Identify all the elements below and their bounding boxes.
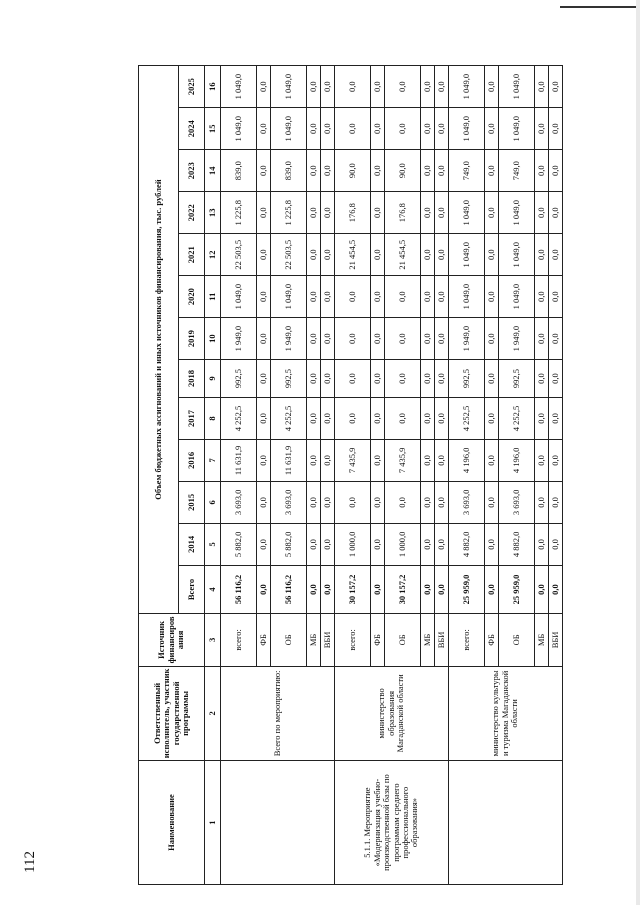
year-value: 992,5: [499, 360, 535, 398]
year-value: 21 454,5: [385, 234, 421, 276]
year-value: 1 949,0: [271, 318, 307, 360]
year-value: 0,0: [385, 276, 421, 318]
year-value: 1 949,0: [499, 318, 535, 360]
year-value: 0,0: [549, 318, 563, 360]
year-value: 0,0: [549, 439, 563, 481]
year-value: 0,0: [257, 397, 271, 439]
year-value: 90,0: [335, 150, 371, 192]
header-volume: Объем бюджетных ассигнований и иных источников финансирования, тыс. рублей: [139, 66, 179, 614]
year-value: 3 693,0: [271, 481, 307, 523]
year-value: 0,0: [435, 192, 449, 234]
year-value: 4 196,0: [449, 439, 485, 481]
year-value: 4 882,0: [499, 523, 535, 565]
year-value: 1 000,0: [335, 523, 371, 565]
year-value: 0,0: [335, 360, 371, 398]
year-value: 0,0: [421, 360, 435, 398]
page-number: 112: [22, 851, 38, 873]
funding-source: ОБ: [271, 614, 307, 666]
column-number-row: [205, 66, 221, 885]
header-column-number: 5: [205, 523, 221, 565]
year-value: 5 882,0: [271, 523, 307, 565]
year-value: 0,0: [321, 439, 335, 481]
year-value: 0,0: [371, 192, 385, 234]
year-value: 0,0: [549, 150, 563, 192]
year-value: 1 049,0: [499, 234, 535, 276]
year-value: 0,0: [321, 108, 335, 150]
header-year: 2020: [179, 276, 205, 318]
year-value: 0,0: [485, 108, 499, 150]
year-value: 3 693,0: [449, 481, 485, 523]
year-value: 0,0: [321, 360, 335, 398]
header-column-number: 10: [205, 318, 221, 360]
year-value: 1 049,0: [449, 192, 485, 234]
year-value: 0,0: [257, 523, 271, 565]
total-value: 0,0: [321, 565, 335, 613]
year-value: 0,0: [321, 150, 335, 192]
year-value: 4 196,0: [499, 439, 535, 481]
year-value: 1 049,0: [271, 108, 307, 150]
year-value: 0,0: [535, 523, 549, 565]
year-value: 0,0: [371, 234, 385, 276]
header-column-number: 3: [205, 614, 221, 666]
year-value: 4 252,5: [449, 397, 485, 439]
year-value: 1 000,0: [385, 523, 421, 565]
year-value: 0,0: [321, 481, 335, 523]
year-value: 5 882,0: [221, 523, 257, 565]
year-value: 0,0: [435, 276, 449, 318]
year-value: 22 503,5: [221, 234, 257, 276]
funding-source: всего:: [221, 614, 257, 666]
year-value: 1 049,0: [499, 66, 535, 108]
activity-name: 5.1.1. Мероприятие «Модернизация учебно-производственной базы по программам среднего профессионального образования»: [335, 761, 449, 885]
year-value: 0,0: [335, 276, 371, 318]
header-year: 2019: [179, 318, 205, 360]
year-value: 0,0: [321, 66, 335, 108]
year-value: 3 693,0: [221, 481, 257, 523]
year-value: 0,0: [307, 108, 321, 150]
year-value: 11 631,9: [221, 439, 257, 481]
year-value: 0,0: [549, 523, 563, 565]
funding-source: ФБ: [257, 614, 271, 666]
year-value: 0,0: [335, 318, 371, 360]
total-value: 0,0: [257, 565, 271, 613]
total-value: 0,0: [535, 565, 549, 613]
year-value: 4 252,5: [271, 397, 307, 439]
year-value: 0,0: [257, 481, 271, 523]
year-value: 0,0: [421, 523, 435, 565]
year-value: 0,0: [485, 439, 499, 481]
year-value: 0,0: [549, 66, 563, 108]
total-value: 0,0: [485, 565, 499, 613]
year-value: 0,0: [421, 397, 435, 439]
year-value: 7 435,9: [335, 439, 371, 481]
year-value: 0,0: [421, 439, 435, 481]
year-value: 0,0: [385, 108, 421, 150]
year-value: 1 049,0: [499, 276, 535, 318]
year-value: 0,0: [485, 318, 499, 360]
year-value: 0,0: [435, 439, 449, 481]
year-value: 176,8: [335, 192, 371, 234]
header-column-number: 9: [205, 360, 221, 398]
total-value: 30 157,2: [335, 565, 371, 613]
funding-source: МБ: [421, 614, 435, 666]
year-value: 1 049,0: [499, 108, 535, 150]
year-value: 21 454,5: [335, 234, 371, 276]
year-value: 0,0: [385, 318, 421, 360]
year-value: 0,0: [335, 397, 371, 439]
year-value: 0,0: [307, 360, 321, 398]
year-value: 0,0: [385, 66, 421, 108]
year-value: 0,0: [371, 276, 385, 318]
funding-source: ОБ: [499, 614, 535, 666]
year-value: 0,0: [257, 360, 271, 398]
year-value: 0,0: [435, 360, 449, 398]
header-year: 2024: [179, 108, 205, 150]
year-value: 0,0: [371, 66, 385, 108]
year-value: 0,0: [485, 481, 499, 523]
year-value: 0,0: [535, 360, 549, 398]
year-value: 1 049,0: [271, 66, 307, 108]
header-column-number: 13: [205, 192, 221, 234]
year-value: 0,0: [421, 66, 435, 108]
year-value: 0,0: [435, 150, 449, 192]
year-value: 0,0: [549, 234, 563, 276]
year-value: 0,0: [307, 192, 321, 234]
year-value: 0,0: [485, 192, 499, 234]
year-value: 0,0: [549, 192, 563, 234]
year-value: 0,0: [549, 397, 563, 439]
year-value: 0,0: [371, 150, 385, 192]
year-value: 1 225,8: [221, 192, 257, 234]
year-value: 0,0: [535, 481, 549, 523]
year-value: 3 693,0: [499, 481, 535, 523]
year-value: 0,0: [257, 66, 271, 108]
year-value: 0,0: [257, 150, 271, 192]
header-column-number: 14: [205, 150, 221, 192]
header-column-number: 4: [205, 565, 221, 613]
year-value: 4 882,0: [449, 523, 485, 565]
header-column-number: 2: [205, 666, 221, 760]
total-value: 25 959,0: [499, 565, 535, 613]
year-value: 0,0: [485, 66, 499, 108]
header-year: 2022: [179, 192, 205, 234]
total-value: 0,0: [371, 565, 385, 613]
year-value: 1 049,0: [449, 66, 485, 108]
total-value: 56 116,2: [221, 565, 257, 613]
header-column-number: 15: [205, 108, 221, 150]
header-column-number: 12: [205, 234, 221, 276]
header-year: 2016: [179, 439, 205, 481]
year-value: 0,0: [307, 276, 321, 318]
year-value: 0,0: [371, 397, 385, 439]
year-value: 0,0: [549, 360, 563, 398]
year-value: 0,0: [535, 234, 549, 276]
year-value: 1 049,0: [271, 276, 307, 318]
year-value: 90,0: [385, 150, 421, 192]
year-value: 0,0: [371, 481, 385, 523]
year-value: 0,0: [421, 150, 435, 192]
year-value: 0,0: [385, 360, 421, 398]
year-value: 0,0: [307, 150, 321, 192]
total-value: 0,0: [307, 565, 321, 613]
funding-source: всего:: [335, 614, 371, 666]
year-value: 0,0: [257, 276, 271, 318]
funding-source: ФБ: [371, 614, 385, 666]
table-row: [449, 66, 485, 885]
year-value: 11 631,9: [271, 439, 307, 481]
funding-source: МБ: [307, 614, 321, 666]
year-value: 0,0: [535, 397, 549, 439]
year-value: 0,0: [385, 481, 421, 523]
total-value: 56 116,2: [271, 565, 307, 613]
year-value: 0,0: [307, 397, 321, 439]
header-year: 2025: [179, 66, 205, 108]
year-value: 839,0: [221, 150, 257, 192]
year-value: 0,0: [257, 318, 271, 360]
year-value: 0,0: [257, 192, 271, 234]
year-value: 0,0: [435, 234, 449, 276]
header-column-number: 1: [205, 761, 221, 885]
year-value: 0,0: [321, 192, 335, 234]
year-value: 749,0: [449, 150, 485, 192]
activity-name: [221, 761, 335, 885]
year-value: 1 049,0: [449, 108, 485, 150]
funding-source: МБ: [535, 614, 549, 666]
year-value: 4 252,5: [499, 397, 535, 439]
year-value: 0,0: [485, 150, 499, 192]
year-value: 0,0: [321, 397, 335, 439]
year-value: 0,0: [535, 150, 549, 192]
year-value: 839,0: [271, 150, 307, 192]
year-value: 1 049,0: [449, 234, 485, 276]
year-value: 7 435,9: [385, 439, 421, 481]
year-value: 0,0: [335, 481, 371, 523]
year-value: 0,0: [257, 439, 271, 481]
year-value: 0,0: [435, 523, 449, 565]
header-source: Источник финансирования: [139, 614, 205, 666]
year-value: 1 049,0: [449, 276, 485, 318]
year-value: 0,0: [371, 523, 385, 565]
total-value: 0,0: [421, 565, 435, 613]
executor-name: министерство культуры и туризма Магаданской области: [449, 666, 563, 760]
table-row: [221, 66, 257, 885]
year-value: 0,0: [549, 276, 563, 318]
header-column-number: 16: [205, 66, 221, 108]
year-value: 0,0: [485, 397, 499, 439]
rotated-content: [138, 65, 560, 885]
year-value: 0,0: [435, 481, 449, 523]
funding-source: ВБИ: [549, 614, 563, 666]
year-value: 0,0: [371, 439, 385, 481]
year-value: 4 252,5: [221, 397, 257, 439]
year-value: 0,0: [485, 276, 499, 318]
header-year: 2021: [179, 234, 205, 276]
header-year: 2023: [179, 150, 205, 192]
year-value: 0,0: [257, 234, 271, 276]
total-value: 0,0: [549, 565, 563, 613]
year-value: 992,5: [271, 360, 307, 398]
year-value: 0,0: [421, 192, 435, 234]
year-value: 0,0: [435, 318, 449, 360]
year-value: 0,0: [307, 234, 321, 276]
funding-source: всего:: [449, 614, 485, 666]
year-value: 0,0: [435, 108, 449, 150]
year-value: 0,0: [421, 481, 435, 523]
executor-name: Всего по мероприятию:: [221, 666, 335, 760]
header-column-number: 8: [205, 397, 221, 439]
year-value: 0,0: [421, 318, 435, 360]
year-value: 0,0: [421, 234, 435, 276]
year-value: 0,0: [535, 66, 549, 108]
header-name: Наименование: [139, 761, 205, 885]
year-value: 0,0: [421, 108, 435, 150]
year-value: 0,0: [307, 481, 321, 523]
year-value: 0,0: [307, 523, 321, 565]
header-year: 2017: [179, 397, 205, 439]
year-value: 0,0: [321, 276, 335, 318]
header-column-number: 6: [205, 481, 221, 523]
table-body: [221, 66, 563, 885]
year-value: 0,0: [335, 66, 371, 108]
year-value: 0,0: [435, 397, 449, 439]
year-value: 0,0: [257, 108, 271, 150]
header-column-number: 7: [205, 439, 221, 481]
year-value: 0,0: [307, 439, 321, 481]
total-value: 25 959,0: [449, 565, 485, 613]
year-value: 0,0: [421, 276, 435, 318]
funding-source: ОБ: [385, 614, 421, 666]
year-value: 0,0: [321, 318, 335, 360]
year-value: 0,0: [307, 66, 321, 108]
year-value: 0,0: [371, 108, 385, 150]
year-value: 0,0: [335, 108, 371, 150]
year-value: 0,0: [307, 318, 321, 360]
year-value: 1 049,0: [499, 192, 535, 234]
header-year: 2018: [179, 360, 205, 398]
table-row: [335, 66, 371, 885]
year-value: 0,0: [535, 276, 549, 318]
year-value: 1 049,0: [221, 108, 257, 150]
year-value: 749,0: [499, 150, 535, 192]
header-year: 2015: [179, 481, 205, 523]
year-value: 992,5: [449, 360, 485, 398]
total-value: 30 157,2: [385, 565, 421, 613]
year-value: 992,5: [221, 360, 257, 398]
year-value: 0,0: [485, 360, 499, 398]
year-value: 0,0: [385, 397, 421, 439]
year-value: 0,0: [485, 234, 499, 276]
financing-table: [138, 65, 563, 885]
year-value: 1 049,0: [221, 66, 257, 108]
year-value: 0,0: [485, 523, 499, 565]
year-value: 0,0: [371, 318, 385, 360]
total-value: 0,0: [435, 565, 449, 613]
funding-source: ВБИ: [435, 614, 449, 666]
year-value: 0,0: [321, 523, 335, 565]
year-value: 0,0: [321, 234, 335, 276]
year-value: 1 049,0: [221, 276, 257, 318]
year-value: 0,0: [549, 108, 563, 150]
funding-source: ФБ: [485, 614, 499, 666]
year-value: 0,0: [549, 481, 563, 523]
header-year: 2014: [179, 523, 205, 565]
year-value: 0,0: [535, 108, 549, 150]
year-value: 176,8: [385, 192, 421, 234]
activity-name: [449, 761, 563, 885]
year-value: 1 949,0: [221, 318, 257, 360]
year-value: 1 949,0: [449, 318, 485, 360]
year-value: 0,0: [535, 192, 549, 234]
year-value: 0,0: [535, 439, 549, 481]
header-year: Всего: [179, 565, 205, 613]
year-value: 22 503,5: [271, 234, 307, 276]
funding-source: ВБИ: [321, 614, 335, 666]
year-value: 0,0: [435, 66, 449, 108]
header-column-number: 11: [205, 276, 221, 318]
year-value: 0,0: [371, 360, 385, 398]
executor-name: министерство образования Магаданской области: [335, 666, 449, 760]
year-value: 0,0: [535, 318, 549, 360]
header-executor: Ответственный исполнитель, участник государственной программы: [139, 666, 205, 760]
year-value: 1 225,8: [271, 192, 307, 234]
